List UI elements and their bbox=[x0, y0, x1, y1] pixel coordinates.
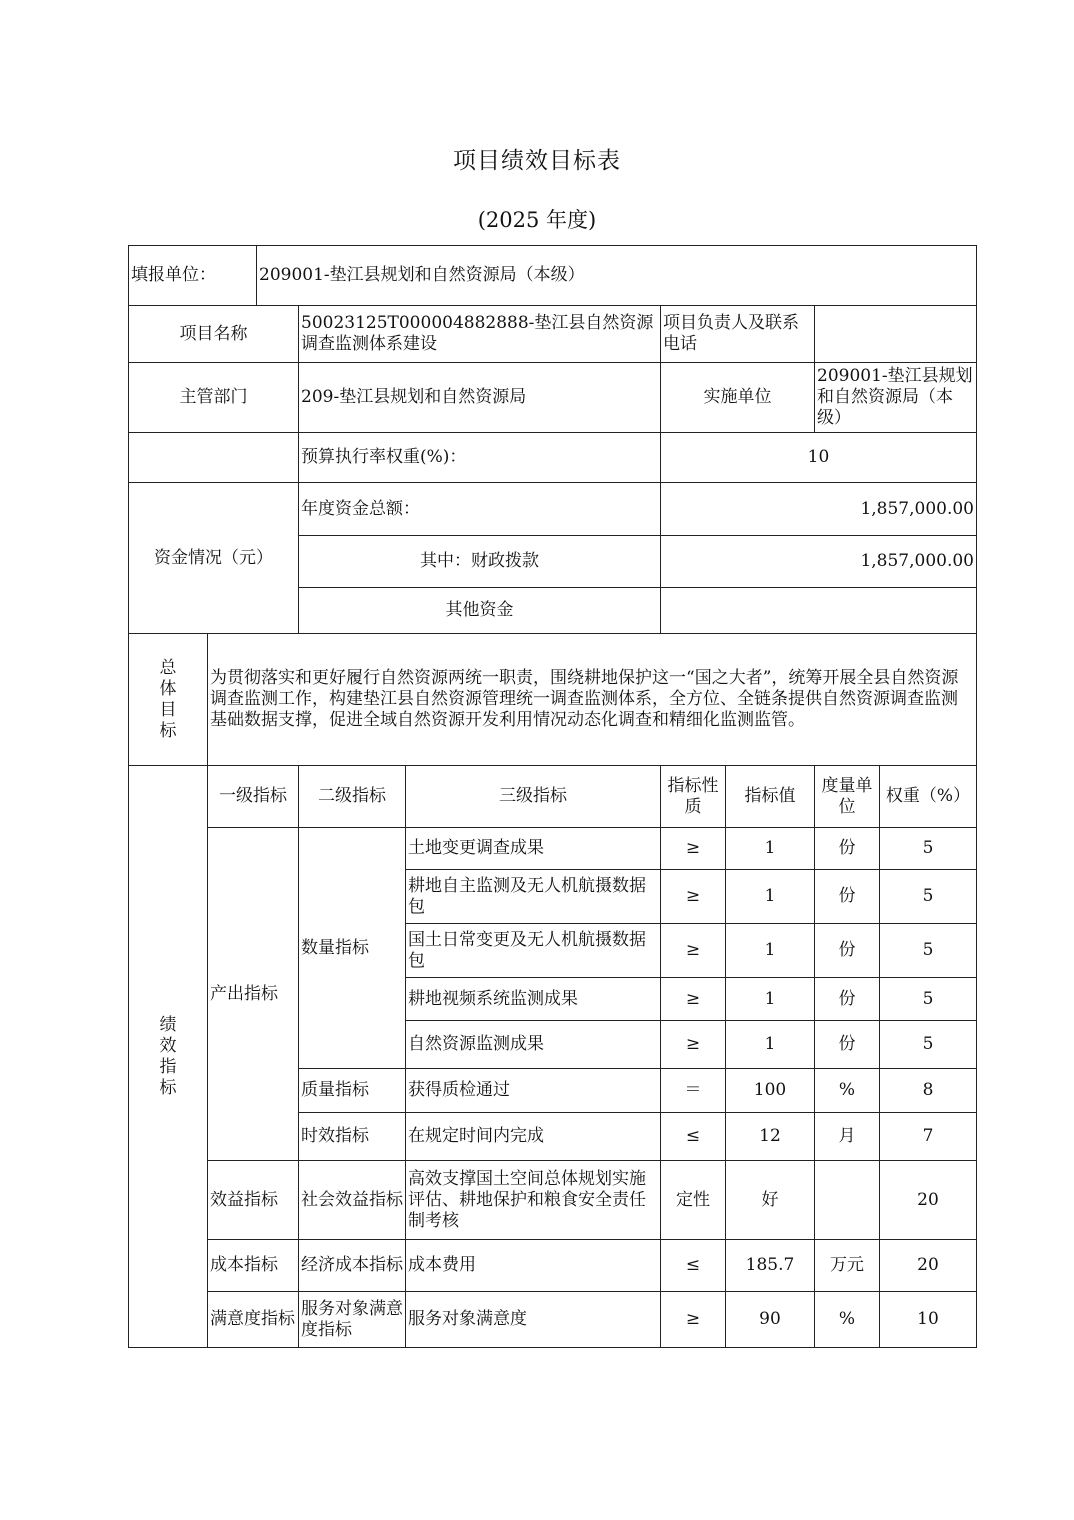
level2-quantity: 数量指标 bbox=[299, 828, 406, 1069]
indicator-value: 好 bbox=[726, 1161, 815, 1240]
header-nature: 指标性质 bbox=[661, 766, 726, 828]
indicator-name: 耕地自主监测及无人机航摄数据包 bbox=[406, 870, 661, 924]
indicator-value: 1 bbox=[726, 978, 815, 1021]
indicator-name: 成本费用 bbox=[406, 1240, 661, 1292]
indicator-unit: 份 bbox=[815, 978, 880, 1021]
indicator-name: 在规定时间内完成 bbox=[406, 1113, 661, 1161]
indicator-nature: ≥ bbox=[661, 924, 726, 978]
funds-total-row bbox=[129, 483, 977, 536]
indicator-name: 土地变更调查成果 bbox=[406, 828, 661, 870]
indicator-weight: 5 bbox=[880, 870, 977, 924]
indicator-value: 185.7 bbox=[726, 1240, 815, 1292]
implementing-unit-value: 209001-垫江县规划和自然资源局（本级） bbox=[815, 363, 977, 433]
indicator-weight: 8 bbox=[880, 1069, 977, 1113]
header-weight: 权重（%） bbox=[880, 766, 977, 828]
indicator-weight: 5 bbox=[880, 924, 977, 978]
indicator-unit: 月 bbox=[815, 1113, 880, 1161]
table-row bbox=[129, 1240, 977, 1292]
other-funds-value bbox=[661, 588, 977, 634]
project-name-label: 项目名称 bbox=[129, 306, 299, 363]
project-leader-label: 项目负责人及联系电话 bbox=[661, 306, 815, 363]
indicator-weight: 7 bbox=[880, 1113, 977, 1161]
level2-social-benefit: 社会效益指标 bbox=[299, 1161, 406, 1240]
indicator-nature: ≥ bbox=[661, 1292, 726, 1348]
budget-weight-value: 10 bbox=[661, 433, 977, 483]
page-title: 项目绩效目标表 bbox=[453, 148, 621, 174]
indicator-nature: ≤ bbox=[661, 1240, 726, 1292]
indicator-weight: 20 bbox=[880, 1161, 977, 1240]
project-leader-value bbox=[815, 306, 977, 363]
level2-service-satisfaction: 服务对象满意度指标 bbox=[299, 1292, 406, 1348]
indicator-value: 1 bbox=[726, 828, 815, 870]
indicator-value: 1 bbox=[726, 924, 815, 978]
indicator-nature: ≥ bbox=[661, 828, 726, 870]
indicator-unit: 万元 bbox=[815, 1240, 880, 1292]
indicator-value: 1 bbox=[726, 870, 815, 924]
indicator-value: 90 bbox=[726, 1292, 815, 1348]
funds-label: 资金情况（元） bbox=[129, 483, 299, 634]
indicator-nature: ≥ bbox=[661, 870, 726, 924]
level1-benefit: 效益指标 bbox=[208, 1161, 299, 1240]
table-row bbox=[129, 1292, 977, 1348]
header-unit: 度量单位 bbox=[815, 766, 880, 828]
indicator-value: 12 bbox=[726, 1113, 815, 1161]
supervisor-dept-label: 主管部门 bbox=[129, 363, 299, 433]
indicator-nature: ≤ bbox=[661, 1113, 726, 1161]
indicator-unit: % bbox=[815, 1292, 880, 1348]
budget-weight-row bbox=[129, 433, 977, 483]
performance-target-table bbox=[128, 245, 977, 1348]
indicator-weight: 10 bbox=[880, 1292, 977, 1348]
budget-weight-label: 预算执行率权重(%)： bbox=[299, 433, 661, 483]
overall-goal-text: 为贯彻落实和更好履行自然资源两统一职责，围绕耕地保护这一“国之大者”，统筹开展全县自然资源调查监测工作，构建垫江县自然资源管理统一调查监测体系，全方位、全链条提供自然资源调查监测基础数据支撑，促进全域自然资源开发利用情况动态化调查和精细化监测监管。 bbox=[208, 634, 977, 766]
indicator-name: 高效支撑国土空间总体规划实施评估、耕地保护和粮食安全责任制考核 bbox=[406, 1161, 661, 1240]
indicator-name: 耕地视频系统监测成果 bbox=[406, 978, 661, 1021]
project-name-row bbox=[129, 306, 977, 363]
report-unit-label: 填报单位： bbox=[129, 246, 257, 306]
overall-goal-label: 总体目标 bbox=[129, 634, 208, 766]
indicator-nature: 定性 bbox=[661, 1161, 726, 1240]
indicator-name: 服务对象满意度 bbox=[406, 1292, 661, 1348]
indicator-name: 自然资源监测成果 bbox=[406, 1021, 661, 1069]
indicator-weight: 5 bbox=[880, 828, 977, 870]
fiscal-value: 1,857,000.00 bbox=[661, 536, 977, 588]
indicator-weight: 20 bbox=[880, 1240, 977, 1292]
header-level3: 三级指标 bbox=[406, 766, 661, 828]
level1-cost: 成本指标 bbox=[208, 1240, 299, 1292]
report-unit-row bbox=[129, 246, 977, 306]
indicators-label: 绩效指标 bbox=[129, 766, 208, 1348]
indicator-nature: ＝ bbox=[661, 1069, 726, 1113]
indicator-nature: ≥ bbox=[661, 1021, 726, 1069]
indicator-unit bbox=[815, 1161, 880, 1240]
annual-total-value: 1,857,000.00 bbox=[661, 483, 977, 536]
level2-economic-cost: 经济成本指标 bbox=[299, 1240, 406, 1292]
supervisor-row bbox=[129, 363, 977, 433]
project-name-value: 50023125T000004882888-垫江县自然资源调查监测体系建设 bbox=[299, 306, 661, 363]
supervisor-dept-value: 209-垫江县规划和自然资源局 bbox=[299, 363, 661, 433]
header-level1: 一级指标 bbox=[208, 766, 299, 828]
annual-total-label: 年度资金总额： bbox=[299, 483, 661, 536]
indicator-unit: 份 bbox=[815, 870, 880, 924]
overall-goal-row bbox=[129, 634, 977, 766]
indicator-nature: ≥ bbox=[661, 978, 726, 1021]
level2-timeliness: 时效指标 bbox=[299, 1113, 406, 1161]
indicator-value: 1 bbox=[726, 1021, 815, 1069]
indicator-unit: 份 bbox=[815, 924, 880, 978]
level2-quality: 质量指标 bbox=[299, 1069, 406, 1113]
level1-output: 产出指标 bbox=[208, 828, 299, 1161]
page-subtitle: (2025 年度) bbox=[477, 208, 597, 232]
header-value: 指标值 bbox=[726, 766, 815, 828]
indicator-name: 国土日常变更及无人机航摄数据包 bbox=[406, 924, 661, 978]
other-funds-label: 其他资金 bbox=[299, 588, 661, 634]
indicator-value: 100 bbox=[726, 1069, 815, 1113]
indicator-unit: % bbox=[815, 1069, 880, 1113]
table-row bbox=[129, 828, 977, 870]
report-unit-value: 209001-垫江县规划和自然资源局（本级） bbox=[257, 246, 977, 306]
indicator-name: 获得质检通过 bbox=[406, 1069, 661, 1113]
fiscal-label: 其中：财政拨款 bbox=[299, 536, 661, 588]
indicator-unit: 份 bbox=[815, 828, 880, 870]
indicator-unit: 份 bbox=[815, 1021, 880, 1069]
header-level2: 二级指标 bbox=[299, 766, 406, 828]
table-row bbox=[129, 1161, 977, 1240]
indicator-weight: 5 bbox=[880, 978, 977, 1021]
indicator-weight: 5 bbox=[880, 1021, 977, 1069]
level1-satisfaction: 满意度指标 bbox=[208, 1292, 299, 1348]
indicator-header-row bbox=[129, 766, 977, 828]
implementing-unit-label: 实施单位 bbox=[661, 363, 815, 433]
